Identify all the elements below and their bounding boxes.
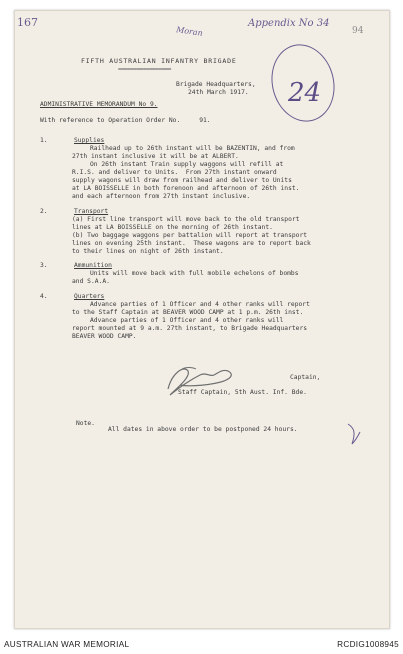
memo-title: ADMINISTRATIVE MEMORANDUM No 9. — [40, 101, 158, 108]
section-2-line: (b) Two baggage waggons per battalion will report at transport — [72, 232, 308, 239]
section-3-number: 3. — [40, 262, 48, 269]
signatory-rank: Captain, — [290, 374, 321, 381]
section-1-line: supply wagons will draw from railhead and deliver to Units — [72, 177, 292, 184]
section-4-number: 4. — [40, 293, 48, 300]
note-label: Note. — [76, 420, 95, 427]
folio-number: 167 — [17, 16, 38, 29]
footer-document-id: RCDIG1008945 — [337, 640, 399, 649]
section-4-line: BEAVER WOOD CAMP. — [72, 333, 137, 340]
hq-line-1: Brigade Headquarters, — [176, 81, 256, 88]
section-3-line: and S.A.A. — [72, 278, 110, 285]
brigade-heading: FIFTH AUSTRALIAN INFANTRY BRIGADE — [81, 57, 237, 65]
section-3-line: Units will move back with full mobile echelons of bombs — [90, 270, 299, 277]
handwritten-scribble: Moran — [175, 25, 204, 38]
section-2-title: Transport — [74, 208, 109, 215]
footer-archive-name: AUSTRALIAN WAR MEMORIAL — [4, 640, 130, 649]
section-1-line: R.I.S. and deliver to Units. From 27th instant onward — [72, 169, 277, 176]
section-4-title: Quarters — [74, 293, 105, 300]
section-2-line: (a) First line transport will move back to the old transport — [72, 216, 300, 223]
section-1-line: Railhead up to 26th instant will be BAZENTIN, and from — [90, 145, 295, 152]
hq-line-2: 24th March 1917. — [188, 89, 249, 96]
section-2-number: 2. — [40, 208, 48, 215]
heading-underline: ================= — [118, 66, 171, 73]
section-1-number: 1. — [40, 137, 48, 144]
section-4-line: to the Staff Captain at BEAVER WOOD CAMP at 1 p.m. 26th inst. — [72, 309, 304, 316]
reference-line: With reference to Operation Order No. 91. — [40, 117, 211, 124]
note-text: All dates in above order to be postponed 24 hours. — [108, 426, 298, 433]
section-2-line: lines at LA BOISSELLE on the morning of 26th instant. — [72, 224, 273, 231]
handwritten-mark — [344, 418, 364, 448]
section-3-title: Ammunition — [74, 262, 112, 269]
corner-number: 94 — [352, 26, 364, 36]
section-2-line: to their lines on night of 26th instant. — [72, 248, 224, 255]
circled-number: 24 — [288, 78, 322, 108]
section-1-line: 27th instant inclusive it will be at ALBERT. — [72, 153, 239, 160]
appendix-number: Appendix No 34 — [248, 18, 330, 29]
signatory-title: Staff Captain, 5th Aust. Inf. Bde. — [178, 389, 307, 396]
section-1-line: at LA BOISSELLE in both forenoon and afternoon of 26th inst. — [72, 185, 300, 192]
section-2-line: lines on evening 25th instant. These wagons are to report back — [72, 240, 311, 247]
section-1-line: and each afternoon from 27th instant inclusive. — [72, 193, 251, 200]
section-1-line: On 26th instant Train supply waggons will refill at — [90, 161, 284, 168]
section-4-line: report mounted at 9 a.m. 27th instant, to Brigade Headquarters — [72, 325, 308, 332]
section-4-line: Advance parties of 1 Officer and 4 other ranks will report — [90, 301, 310, 308]
section-4-line: Advance parties of 1 Officer and 4 other ranks will — [90, 317, 284, 324]
section-1-title: Supplies — [74, 137, 105, 144]
